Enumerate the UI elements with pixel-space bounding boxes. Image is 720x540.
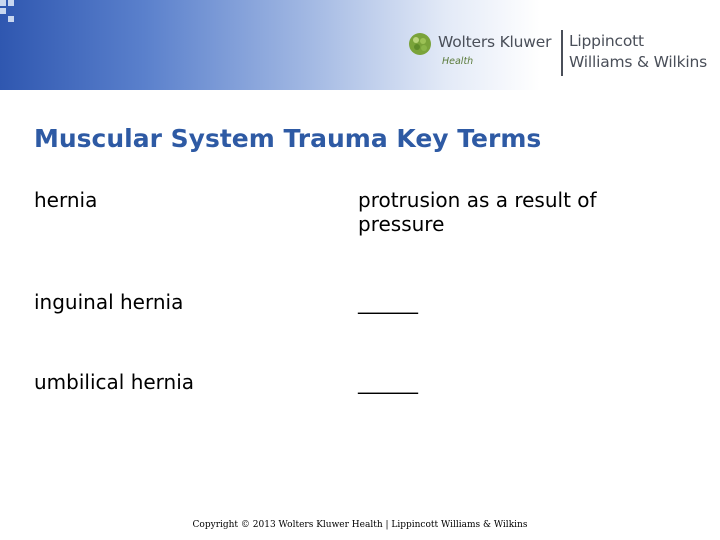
corner-decoration [0,0,22,24]
slide-title: Muscular System Trauma Key Terms [34,124,542,153]
logo-imprint-line1: Lippincott [569,32,644,50]
term-label: umbilical hernia [34,370,195,394]
term-label: inguinal hernia [34,290,184,314]
copyright-footer: Copyright © 2013 Wolters Kluwer Health | Lippincott Williams & Wilkins [192,520,528,530]
term-definition: ______ [358,290,418,314]
term-definition: protrusion as a result of pressure [358,188,597,236]
logo-company-name: Wolters Kluwer [438,33,552,51]
term-label: hernia [34,188,98,212]
wolters-kluwer-globe-icon [408,32,432,56]
logo-division-name: Health [442,56,474,67]
logo-divider [561,30,563,76]
term-definition: ______ [358,370,418,394]
publisher-logo [408,28,716,78]
logo-imprint-line2: Williams & Wilkins [569,53,708,71]
